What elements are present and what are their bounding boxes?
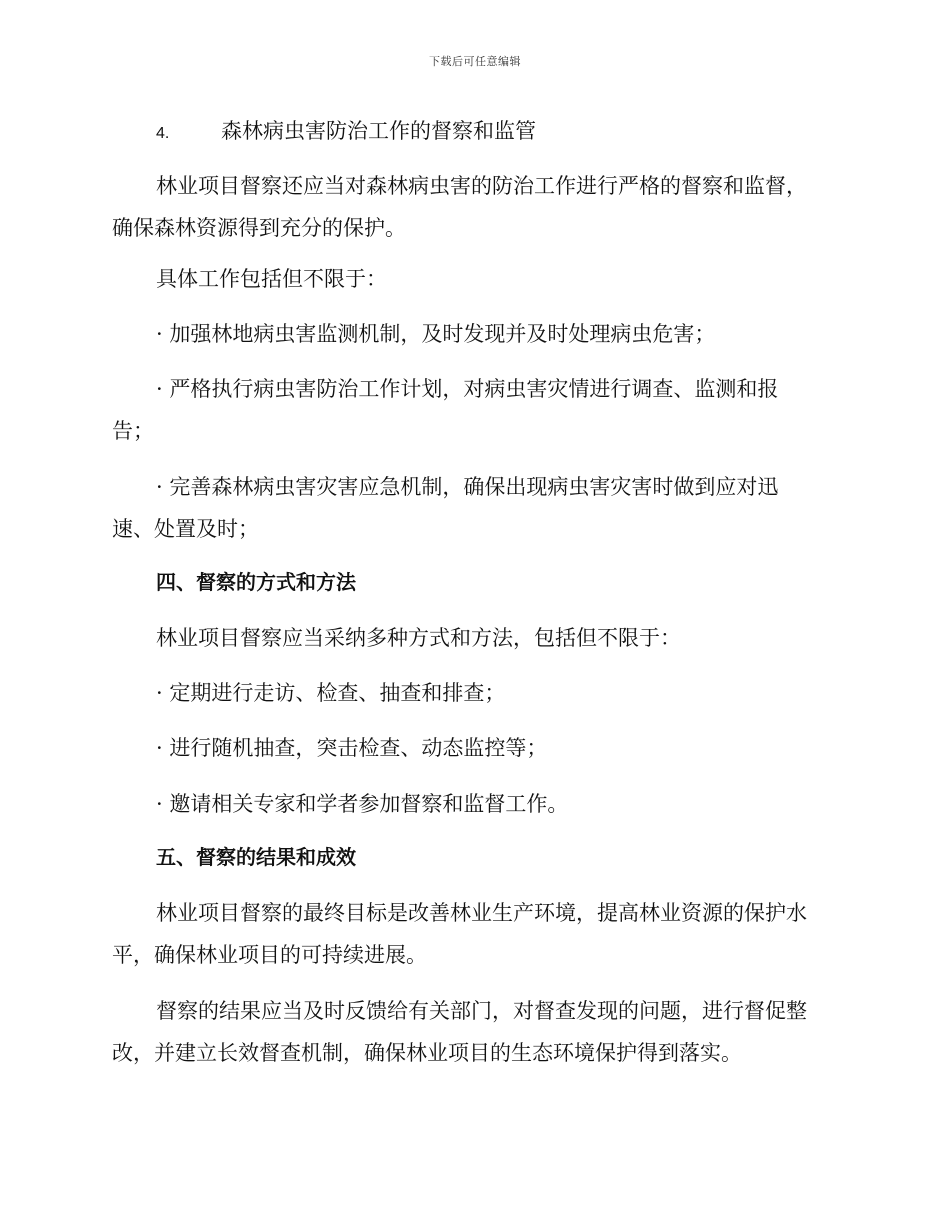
paragraph-line: 确保森林资源得到充分的保护。 — [112, 216, 406, 240]
page-header: 下载后可任意编辑 — [429, 55, 521, 68]
paragraph-line: 林业项目督察应当采纳多种方式和方法，包括但不限于： — [156, 626, 681, 650]
bullet-item: · 加强林地病虫害监测机制，及时发现并及时处理病虫危害； — [156, 322, 716, 346]
bullet-item: · 进行随机抽查，突击检查、动态监控等； — [156, 736, 548, 760]
bullet-item: · 严格执行病虫害防治工作计划，对病虫害灾情进行调查、监测和报 — [156, 377, 779, 401]
paragraph-line: 具体工作包括但不限于： — [156, 267, 387, 291]
bullet-item: · 定期进行走访、检查、抽查和排查； — [156, 681, 506, 705]
section-number: 4. — [156, 125, 170, 142]
bullet-item-continuation: 告； — [112, 419, 154, 443]
paragraph-line: 林业项目督察还应当对森林病虫害的防治工作进行严格的督察和监督， — [156, 174, 807, 198]
bullet-item-continuation: 速、处置及时； — [112, 517, 259, 541]
bullet-item: · 完善森林病虫害灾害应急机制，确保出现病虫害灾害时做到应对迅 — [156, 475, 779, 499]
section-4-title-line — [112, 110, 878, 155]
paragraph-line: 林业项目督察的最终目标是改善林业生产环境，提高林业资源的保护水 — [156, 901, 807, 925]
paragraph-line: 督察的结果应当及时反馈给有关部门，对督查发现的问题，进行督促整 — [156, 999, 807, 1023]
bullet-item: · 邀请相关专家和学者参加督察和监督工作。 — [156, 792, 569, 816]
paragraph-line: 平，确保林业项目的可持续进展。 — [112, 943, 427, 967]
section-title: 森林病虫害防治工作的督察和监管 — [221, 119, 536, 143]
section-heading: 四、督察的方式和方法 — [156, 572, 356, 594]
section-heading: 五、督察的结果和成效 — [156, 847, 356, 869]
paragraph-line: 改，并建立长效督查机制，确保林业项目的生态环境保护得到落实。 — [112, 1041, 742, 1065]
